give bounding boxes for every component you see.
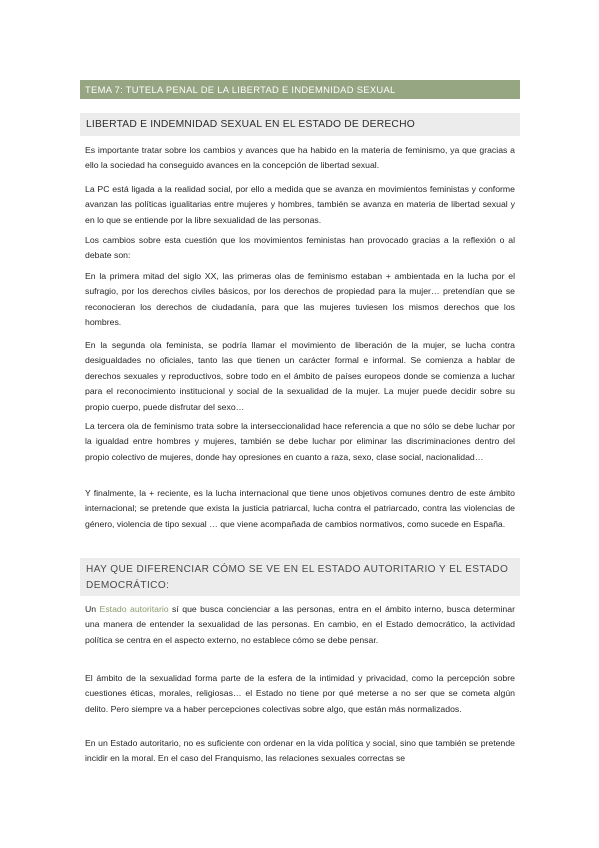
highlight-term: Estado autoritario: [99, 604, 169, 614]
paragraph: Los cambios sobre esta cuestión que los movimientos feministas han provocado gracias a la reflexión o al debate son:: [85, 235, 515, 261]
paragraph: En la primera mitad del siglo XX, las primeras olas de feminismo estaban + ambientada en la lucha por el sufragio, por los derechos civiles básicos, por los derechos de propiedad para la mujer… pretendían que se reconocieran los derechos de ciudadanía, para que las mujeres tuviesen los mismos derechos que los hombres.: [85, 271, 515, 328]
paragraph: El ámbito de la sexualidad forma parte de la esfera de la intimidad y privacidad, como la percepción sobre cuestiones éticas, morales, religiosas… el Estado no tiene por qué meterse a no ser que se cometa algún delito. Pero siempre va a haber percepciones colectivas sobre algo, que están más normalizados.: [85, 673, 515, 714]
topic-title: TEMA 7: TUTELA PENAL DE LA LIBERTAD E INDEMNIDAD SEXUAL: [80, 80, 520, 99]
paragraph: Y finalmente, la + reciente, es la lucha internacional que tiene unos objetivos comunes dentro de este ámbito internacional; se pretende que exista la justicia patriarcal, lucha contra el patriarcado, contra las violencias de género, violencia de tipo sexual … que viene acompañada de cambios normativos, como sucede en España.: [85, 488, 515, 529]
paragraph: En un Estado autoritario, no es suficiente con ordenar en la vida política y social, sino que también se pretende incidir en la moral. En el caso del Franquismo, las relaciones sexuales correctas se: [85, 738, 515, 764]
paragraph: La tercera ola de feminismo trata sobre la interseccionalidad hace referencia a que no sólo se debe luchar por la igualdad entre hombres y mujeres, también se debe luchar por eliminar las discriminaciones dentro del propio colectivo de mujeres, donde hay opresiones en cuanto a raza, sexo, clase social, nacionalidad…: [85, 421, 515, 462]
paragraph: En la segunda ola feminista, se podría llamar el movimiento de liberación de la mujer, se lucha contra desigualdades no oficiales, tanto las que tienen un carácter formal e informal. Se comienza a hablar de derechos sexuales y reproductivos, sobre todo en el ámbito de países europeos donde se comienza a luchar para el reconocimiento institucional y social de la sexualidad de la mujer. La mujer puede decidir sobre su propio cuerpo, puede disfrutar del sexo…: [85, 340, 515, 412]
subsection-title: HAY QUE DIFERENCIAR CÓMO SE VE EN EL ESTADO AUTORITARIO Y EL ESTADO DEMOCRÁTICO:: [80, 558, 520, 596]
paragraph: La PC está ligada a la realidad social, por ello a medida que se avanza en movimientos feministas y conforme avanzan las políticas igualitarias entre mujeres y hombres, también se avanza en materia de libertad sexual y en lo que se entiende por la libre sexualidad de las personas.: [85, 184, 515, 225]
paragraph-rest: sí que busca concienciar a las personas, entra en el ámbito interno, busca determinar una manera de entender la sexualidad de las personas. En cambio, en el Estado democrático, la actividad política se centra en el aspecto externo, no establece cómo se debe pensar.: [85, 604, 515, 645]
paragraph: Es importante tratar sobre los cambios y avances que ha habido en la materia de feminismo, ya que gracias a ello la sociedad ha conseguido avances en la concepción de libertad sexual.: [85, 145, 515, 171]
section-title: LIBERTAD E INDEMNIDAD SEXUAL EN EL ESTADO DE DERECHO: [80, 113, 520, 136]
paragraph: [85, 602, 515, 648]
paragraph-prefix: Un: [85, 604, 100, 614]
